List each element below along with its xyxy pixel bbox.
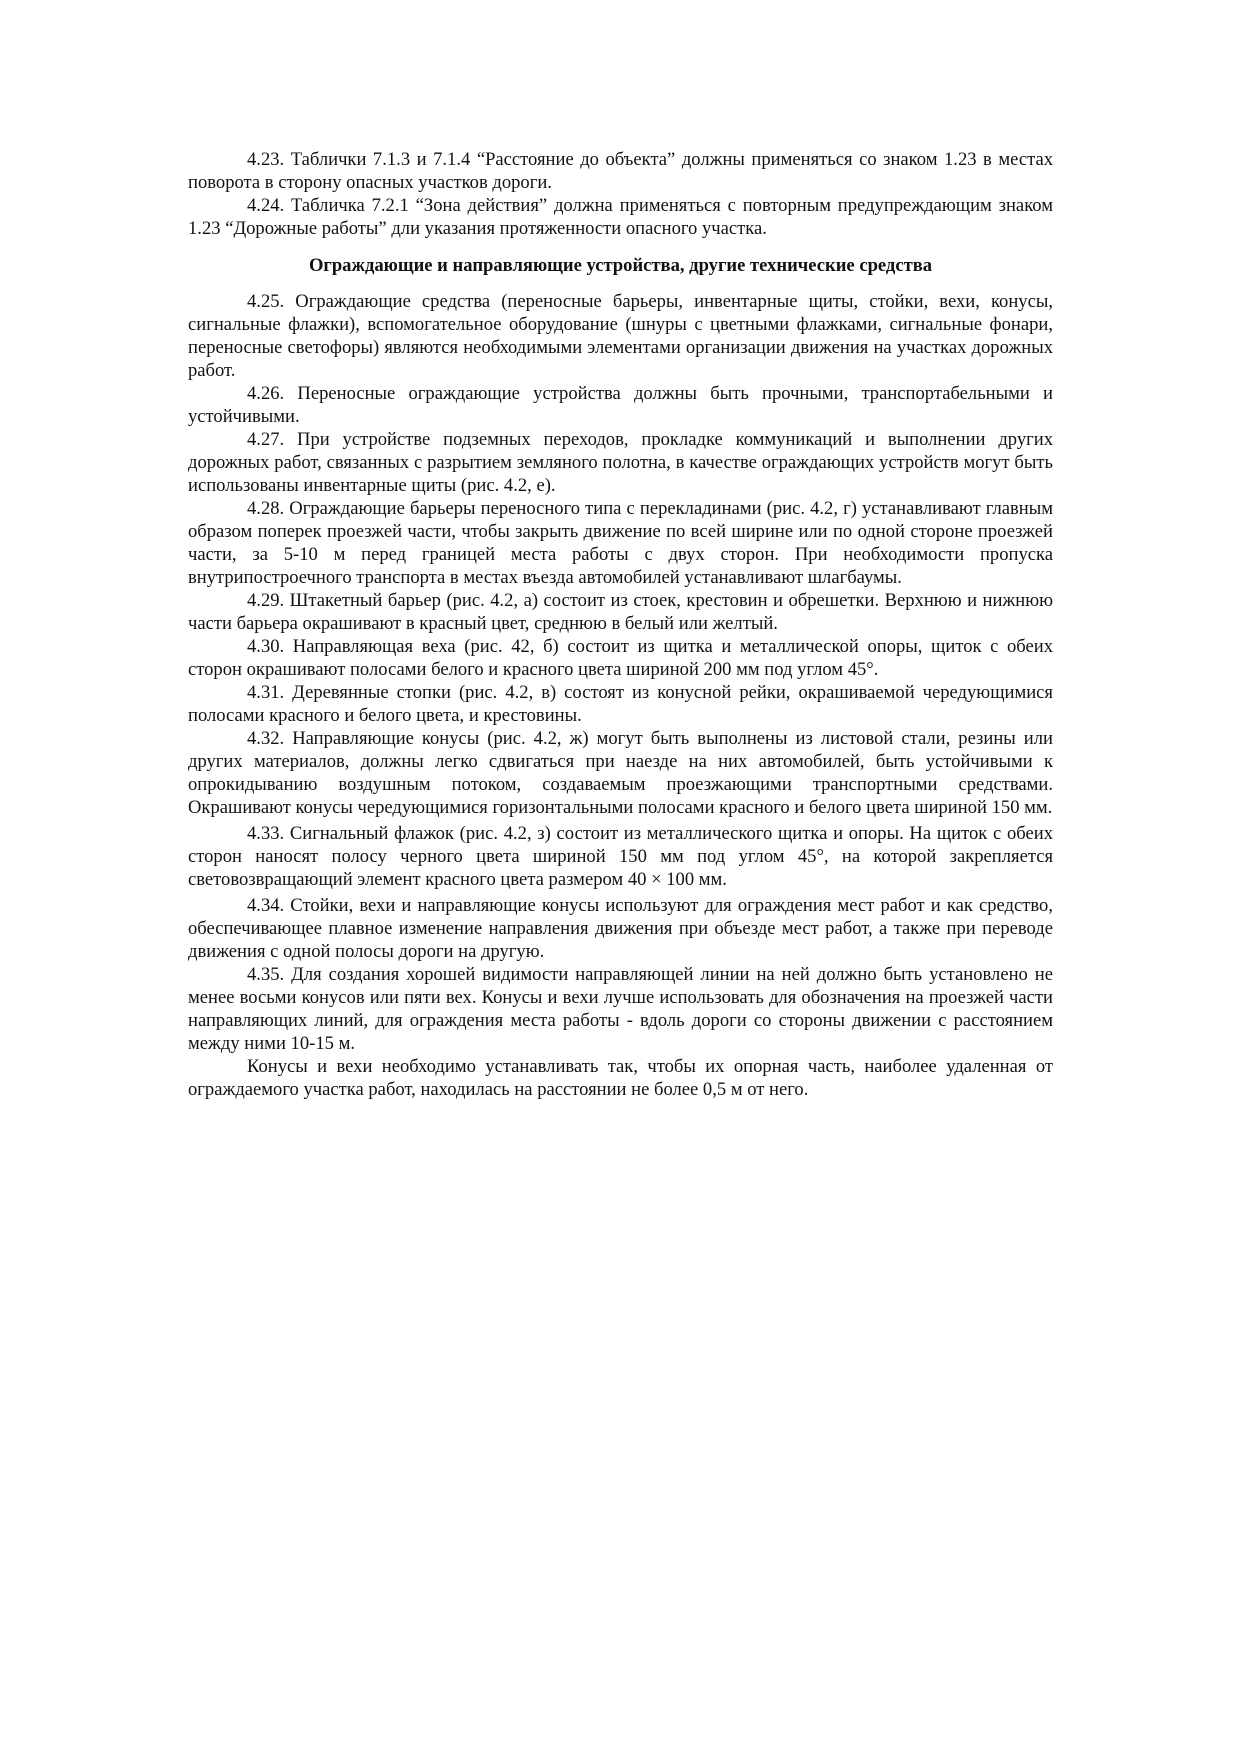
paragraph-4-30: 4.30. Направляющая веха (рис. 42, б) состоит из щитка и металлической опоры, щиток с обеих сторон окрашивают полосами белого и красного цвета шириной 200 мм под углом 45°.	[188, 636, 1053, 680]
paragraph-4-28: 4.28. Ограждающие барьеры переносного типа с перекладинами (рис. 4.2, г) устанавливают главным образом поперек проезжей части, чтобы закрыть движение по всей ширине или по одной стороне проезжей части, за 5-10 м перед границей места работы с двух сторон. При необходимости пропуска внутрипостроечного транспорта в местах въезда автомобилей устанавливают шлагбаумы.	[188, 498, 1053, 588]
paragraph-4-25: 4.25. Ограждающие средства (переносные барьеры, инвентарные щиты, стойки, вехи, конусы, сигнальные флажки), вспомогательное оборудование (шнуры с цветными флажками, сигнальные фонари, переносные светофоры) являются необходимыми элементами организации движения на участках дорожных работ.	[188, 291, 1053, 381]
paragraph-4-24: 4.24. Табличка 7.2.1 “Зона действия” должна применяться с повторным предупреждающим знаком 1.23 “Дорожные работы” дли указания протяженности опасного участка.	[188, 195, 1053, 239]
paragraph-4-26: 4.26. Переносные ограждающие устройства должны быть прочными, транспортабельными и устойчивыми.	[188, 383, 1053, 427]
paragraph-4-23: 4.23. Таблички 7.1.3 и 7.1.4 “Расстояние до объекта” должны применяться со знаком 1.23 в местах поворота в сторону опасных участков дороги.	[188, 149, 1053, 193]
paragraph-4-32: 4.32. Направляющие конусы (рис. 4.2, ж) могут быть выполнены из листовой стали, резины или других материалов, должны легко сдвигаться при наезде на них автомобилей, быть устойчивыми к опрокидыванию воздушным потоком, создаваемым проезжающими транспортными средствами. Окрашивают конусы чередующимися горизонтальными полосами красного и белого цвета шириной 150 мм.	[188, 728, 1053, 818]
section-heading: Ограждающие и направляющие устройства, другие технические средства	[308, 255, 933, 276]
paragraph-cones-note: Конусы и вехи необходимо устанавливать так, чтобы их опорная часть, наиболее удаленная от ограждаемого участка работ, находилась на расстоянии не более 0,5 м от него.	[188, 1056, 1053, 1100]
document-page	[188, 148, 1053, 1101]
paragraph-4-27: 4.27. При устройстве подземных переходов, прокладке коммуникаций и выполнении других дорожных работ, связанных с разрытием земляного полотна, в качестве ограждающих устройств могут быть использованы инвентарные щиты (рис. 4.2, е).	[188, 429, 1053, 496]
paragraph-4-34: 4.34. Стойки, вехи и направляющие конусы используют для ограждения мест работ и как средство, обеспечивающее плавное изменение направления движения при объезде мест работ, а также при переводе движения с одной полосы дороги на другую.	[188, 895, 1053, 962]
paragraph-4-29: 4.29. Штакетный барьер (рис. 4.2, а) состоит из стоек, крестовин и обрешетки. Верхнюю и нижнюю части барьера окрашивают в красный цвет, среднюю в белый или желтый.	[188, 590, 1053, 634]
paragraph-4-35: 4.35. Для создания хорошей видимости направляющей линии на ней должно быть установлено не менее восьми конусов или пяти вех. Конусы и вехи лучше использовать для обозначения на проезжей части направляющих линий, для ограждения места работы - вдоль дороги со стороны движении с расстоянием между ними 10-15 м.	[188, 964, 1053, 1054]
paragraph-4-31: 4.31. Деревянные стопки (рис. 4.2, в) состоят из конусной рейки, окрашиваемой чередующимися полосами красного и белого цвета, и крестовины.	[188, 682, 1053, 726]
paragraph-4-33: 4.33. Сигнальный флажок (рис. 4.2, з) состоит из металлического щитка и опоры. На щиток с обеих сторон наносят полосу черного цвета шириной 150 мм под углом 45°, на которой закрепляется световозвращающий элемент красного цвета размером 40 × 100 мм.	[188, 823, 1053, 890]
